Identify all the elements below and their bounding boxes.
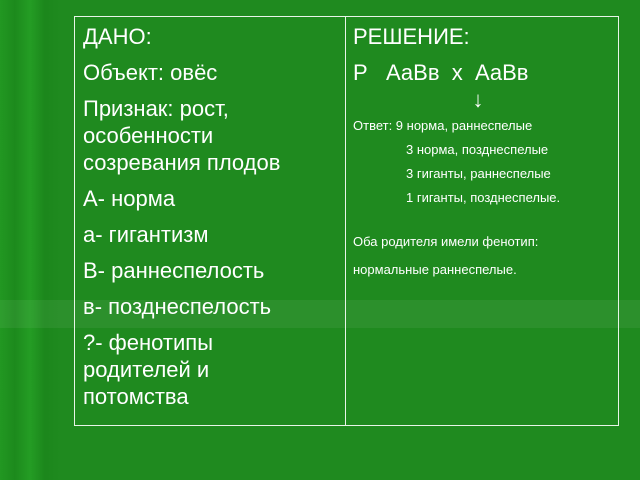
trait-line-2: особенности	[83, 123, 214, 148]
answer-line-4: 1 гиганты, позднеспелые.	[406, 190, 561, 205]
question-line-1: ?- фенотипы	[83, 330, 214, 355]
background-stripes	[0, 0, 60, 480]
answer-line-2: 3 норма, позднеспелые	[406, 142, 549, 157]
column-divider	[345, 17, 346, 425]
gene-a-line: а- гигантизм	[83, 222, 209, 247]
answer-line-3: 3 гиганты, раннеспелые	[406, 166, 551, 181]
answer-line-1: Ответ: 9 норма, раннеспелые	[353, 118, 533, 133]
solution-column	[353, 23, 613, 282]
cross-line: Р АаВв х АаВв	[353, 60, 529, 85]
given-title: ДАНО:	[83, 24, 152, 49]
parents-line-2: нормальные раннеспелые.	[353, 262, 517, 277]
gene-A-line: А- норма	[83, 186, 176, 211]
parents-line-1: Оба родителя имели фенотип:	[353, 234, 539, 249]
question-line-2: родителей и	[83, 357, 210, 382]
object-line: Объект: овёс	[83, 60, 218, 85]
task-table	[74, 16, 619, 426]
given-column	[83, 23, 338, 410]
trait-line-1: Признак: рост,	[83, 96, 229, 121]
down-arrow-icon: ↓	[472, 87, 484, 112]
trait-line-3: созревания плодов	[83, 150, 281, 175]
gene-b-line: в- позднеспелость	[83, 294, 272, 319]
question-line-3: потомства	[83, 384, 189, 409]
solution-title: РЕШЕНИЕ:	[353, 24, 470, 49]
gene-B-line: В- раннеспелость	[83, 258, 265, 283]
